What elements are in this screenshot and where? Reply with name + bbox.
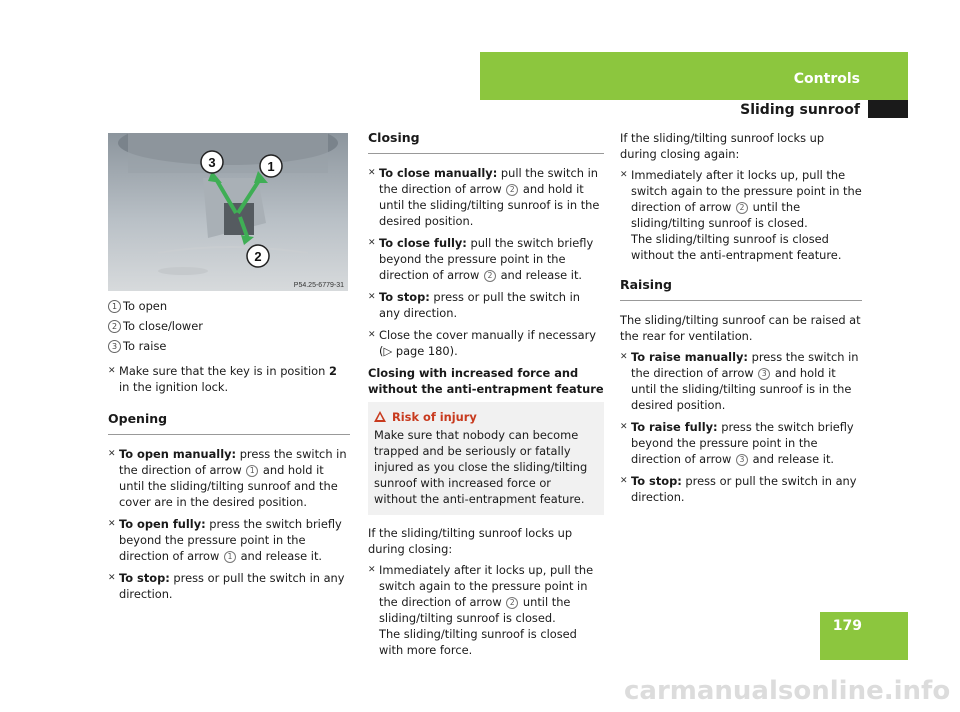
arrow-ref-icon: 2 — [506, 184, 518, 196]
raising-intro: The sliding/tilting sunroof can be raised at the rear for ventilation. — [620, 313, 861, 343]
callout-2: 2 — [254, 249, 262, 264]
step-close-cover: ✕ Close the cover manually if necessary (▷ page 180). — [368, 328, 597, 358]
sunroof-switch-photo — [108, 133, 348, 291]
heading-closing: Closing — [368, 130, 604, 154]
step-arrow-icon: ✕ — [108, 519, 116, 529]
step-arrow-icon: ✕ — [108, 366, 116, 376]
step-raise-manually: ✕ To raise manually: press the switch in the direction of arrow 3 and hold it until the sliding/tilting sunroof is in the desired position. — [620, 350, 859, 412]
page-number-box — [820, 612, 908, 660]
step-arrow-icon: ✕ — [620, 476, 628, 486]
step-arrow-icon: ✕ — [108, 449, 116, 459]
header-marker — [868, 100, 908, 118]
section-title: Controls — [793, 71, 860, 87]
step-open-manually: ✕ To open manually: press the switch in the direction of arrow 1 and hold it until the sliding/tilting sunroof and the cover are in the desired position. — [108, 447, 347, 509]
locks-up-text: If the sliding/tilting sunroof locks up during closing: — [368, 526, 573, 556]
step-arrow-icon: ✕ — [368, 292, 376, 302]
page-ref-link[interactable]: page 180). — [392, 344, 458, 358]
arrow-ref-icon: 1 — [224, 551, 236, 563]
heading-raising: Raising — [620, 277, 862, 301]
step-stop: ✕ To stop: press or pull the switch in any direction. — [620, 474, 857, 504]
legend-number: 2 — [108, 320, 121, 333]
arrow-ref-icon: 1 — [246, 465, 258, 477]
step-raise-fully: ✕ To raise fully: press the switch briefly beyond the pressure point in the direction of arrow 3 and release it. — [620, 420, 854, 466]
step-arrow-icon: ✕ — [368, 168, 376, 178]
step-result: The sliding/tilting sunroof is closed without the anti-entrapment feature. — [631, 232, 842, 262]
warning-title: Risk of injury — [374, 409, 596, 425]
step-result: The sliding/tilting sunroof is closed with more force. — [379, 627, 577, 657]
heading-opening: Opening — [108, 411, 350, 435]
column-left — [108, 298, 350, 608]
step-arrow-icon: ✕ — [368, 330, 376, 340]
arrow-ref-icon: 2 — [736, 202, 748, 214]
step-close-fully: ✕ To close fully: pull the switch briefly beyond the pressure point in the direction of arrow 2 and release it. — [368, 236, 594, 282]
arrow-ref-icon: 2 — [506, 597, 518, 609]
page-ref-icon[interactable]: ▷ — [383, 344, 393, 358]
heading-increased-force: Closing with increased force and without the anti-entrapment feature — [368, 366, 604, 396]
step-arrow-icon: ✕ — [620, 422, 628, 432]
locks-up-again-text: If the sliding/tilting sunroof locks up during closing again: — [620, 131, 825, 161]
legend-number: 1 — [108, 300, 121, 313]
legend-item — [108, 298, 350, 314]
callout-3: 3 — [208, 155, 216, 170]
figure-legend — [108, 298, 350, 354]
step-locks-up: ✕ Immediately after it locks up, pull the switch again to the pressure point in the direction of arrow 2 until the sliding/tilting sunroof is closed. The sliding/tilting sunroof is closed with more force. — [368, 563, 594, 657]
step-open-fully: ✕ To open fully: press the switch briefly beyond the pressure point in the direction of arrow 1 and release it. — [108, 517, 342, 563]
legend-text: To raise — [123, 339, 167, 353]
legend-text: To close/lower — [123, 319, 203, 333]
figure-code: P54.25-6779-31 — [293, 282, 344, 289]
page-number: 179 — [832, 618, 862, 634]
watermark: carmanualsonline.info — [624, 676, 951, 706]
legend-item — [108, 318, 350, 334]
warning-icon — [374, 411, 386, 422]
arrow-ref-icon: 2 — [484, 270, 496, 282]
warning-text: Make sure that nobody can become trapped and be seriously or fatally injured as you close the sliding/tilting sunroof with increased force or without the anti-entrapment feature. — [374, 428, 588, 506]
callout-1: 1 — [267, 159, 275, 174]
subsection-title: Sliding sunroof — [740, 102, 860, 118]
step-arrow-icon: ✕ — [620, 352, 628, 362]
column-middle — [368, 130, 604, 664]
intro-step: ✕ Make sure that the key is in position 2 in the ignition lock. — [108, 364, 337, 394]
step-stop: ✕ To stop: press or pull the switch in any direction. — [368, 290, 580, 320]
warning-box — [368, 402, 604, 515]
legend-number: 3 — [108, 340, 121, 353]
step-stop: ✕ To stop: press or pull the switch in any direction. — [108, 571, 345, 601]
step-arrow-icon: ✕ — [368, 565, 376, 575]
step-arrow-icon: ✕ — [620, 170, 628, 180]
section-tab — [480, 52, 908, 100]
step-arrow-icon: ✕ — [368, 238, 376, 248]
legend-text: To open — [123, 299, 168, 313]
column-right — [620, 130, 862, 511]
arrow-ref-icon: 3 — [736, 454, 748, 466]
step-close-manually: ✕ To close manually: pull the switch in the direction of arrow 2 and hold it until the sliding/tilting sunroof is in the desired position. — [368, 166, 600, 228]
step-arrow-icon: ✕ — [108, 573, 116, 583]
step-locks-up-again: ✕ Immediately after it locks up, pull the switch again to the pressure point in the direction of arrow 2 until the sliding/tilting sunroof is closed. The sliding/tilting sunroof is closed without the anti-entrapment feature. — [620, 168, 862, 262]
legend-item — [108, 338, 350, 354]
arrow-ref-icon: 3 — [758, 368, 770, 380]
